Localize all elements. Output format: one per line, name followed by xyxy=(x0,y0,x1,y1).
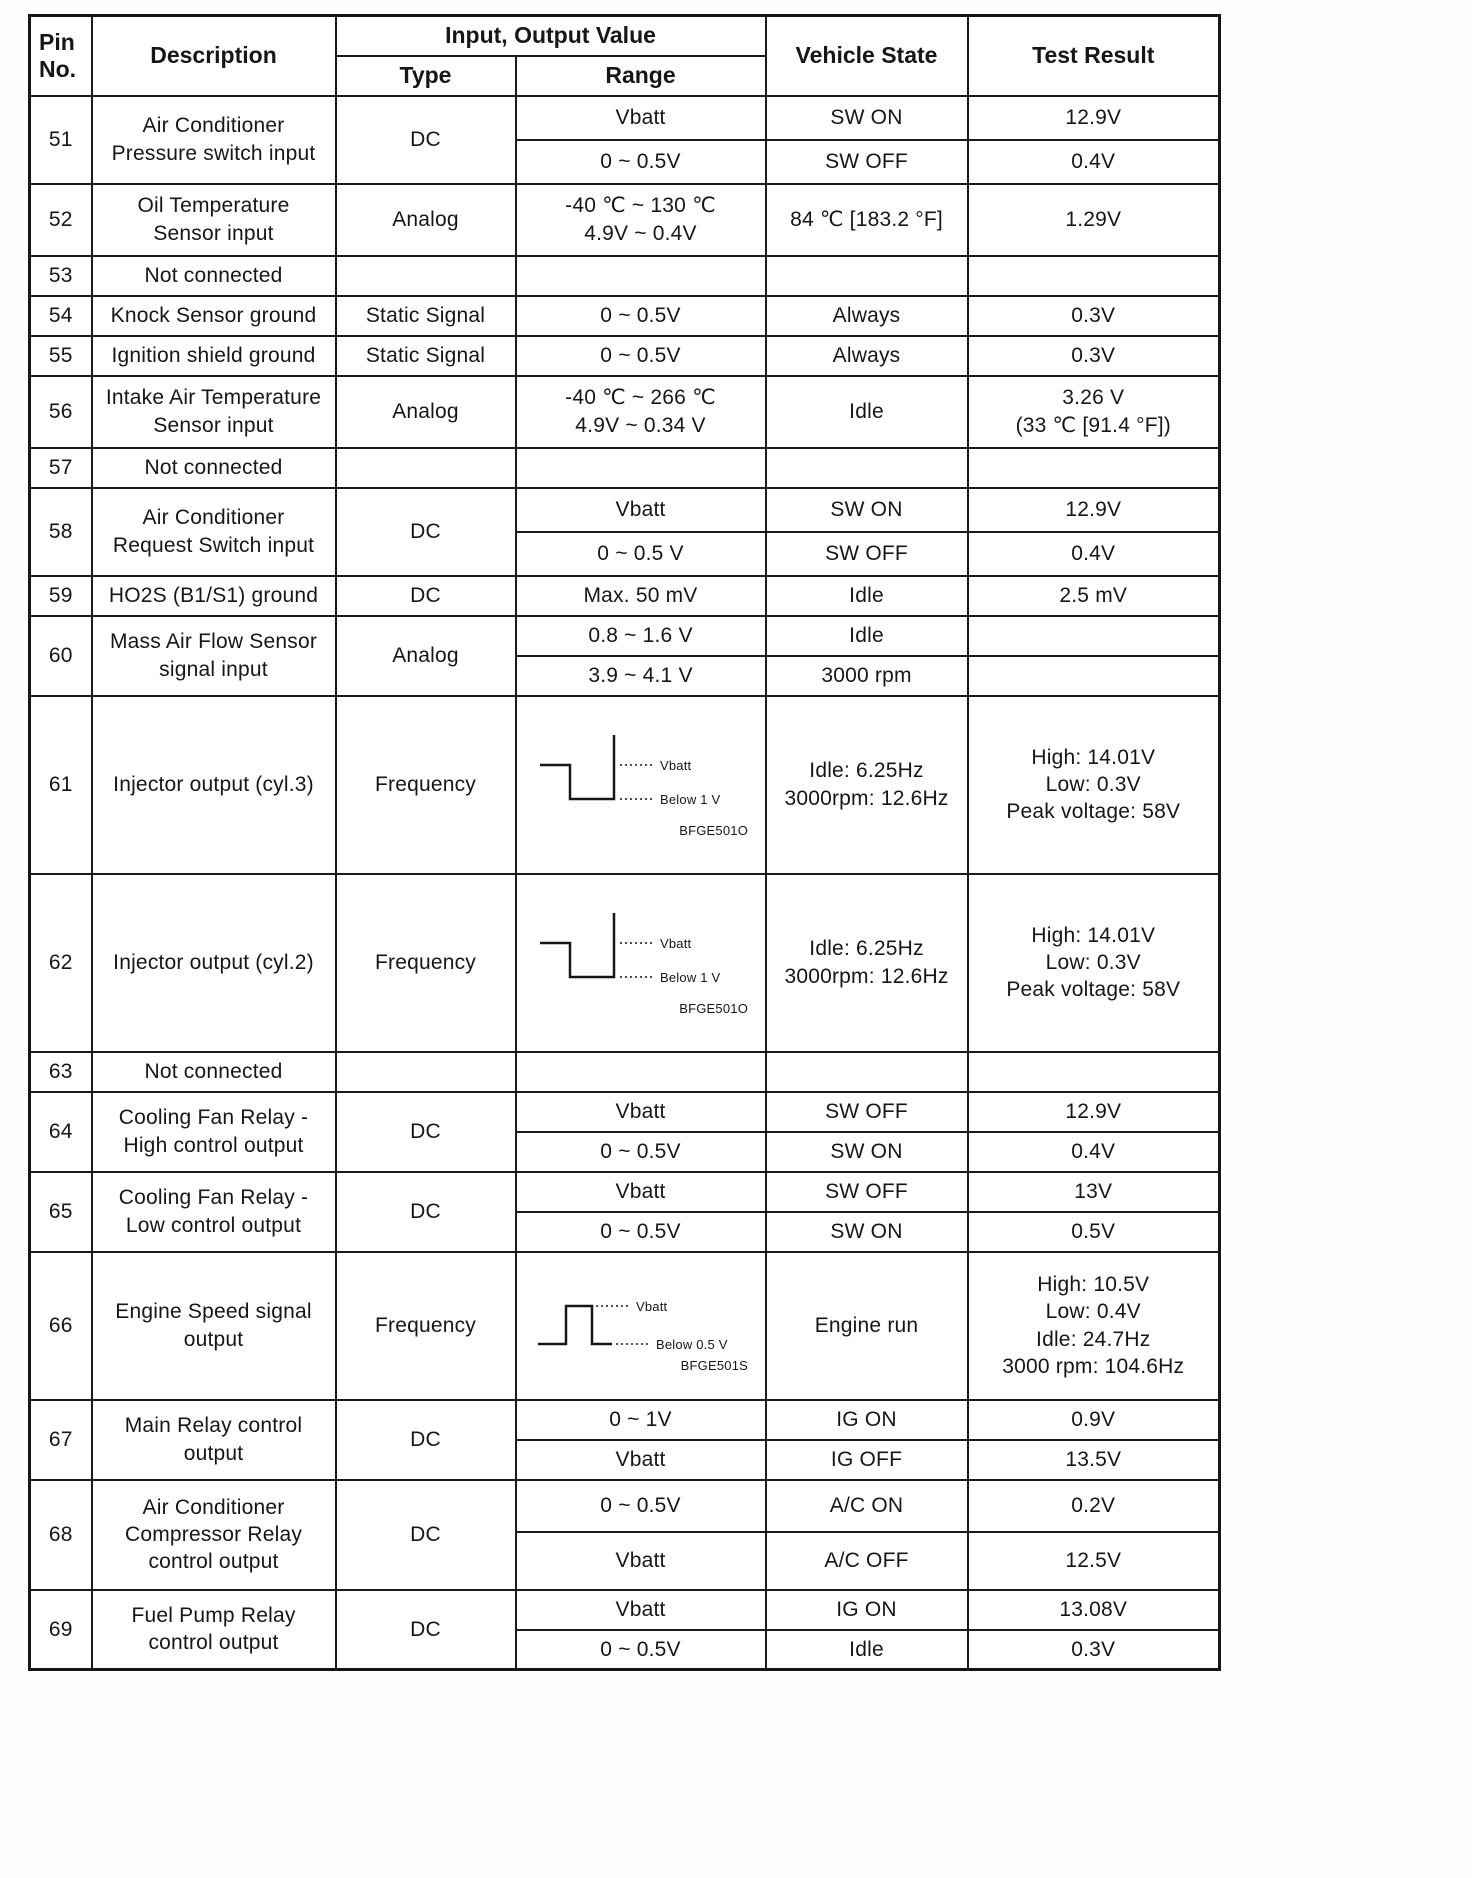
type-cell: DC xyxy=(336,576,516,616)
type-cell: Static Signal xyxy=(336,336,516,376)
waveform-code: BFGE501O xyxy=(678,822,748,838)
table-row xyxy=(30,1092,1220,1132)
type-cell: DC xyxy=(336,488,516,576)
vehicle-state-cell: SW ON xyxy=(766,96,968,140)
table-row xyxy=(30,448,1220,488)
table-row xyxy=(30,576,1220,616)
waveform-label: Vbatt xyxy=(659,935,691,951)
description-cell: Air Conditioner Pressure switch input xyxy=(92,96,336,184)
test-result-cell xyxy=(968,616,1220,656)
test-result-cell: 0.2V xyxy=(968,1480,1220,1532)
test-result-cell: 13.5V xyxy=(968,1440,1220,1480)
table-row xyxy=(30,184,1220,256)
pin-cell: 56 xyxy=(30,376,92,448)
range-cell: 0 ~ 0.5V xyxy=(516,1480,766,1532)
ecu-pin-table xyxy=(28,14,1221,1671)
description-cell: Knock Sensor ground xyxy=(92,296,336,336)
description-cell: Mass Air Flow Sensor signal input xyxy=(92,616,336,696)
test-result-cell: 0.9V xyxy=(968,1400,1220,1440)
test-result-cell: 2.5 mV xyxy=(968,576,1220,616)
vehicle-state-cell: SW OFF xyxy=(766,1172,968,1212)
description-cell: Intake Air Temperature Sensor input xyxy=(92,376,336,448)
pin-header-line-2: No. xyxy=(39,55,77,82)
vehicle-state-cell: Idle: 6.25Hz 3000rpm: 12.6Hz xyxy=(766,696,968,874)
pin-cell: 58 xyxy=(30,488,92,576)
range-cell xyxy=(516,696,766,874)
test-result-cell: 12.5V xyxy=(968,1532,1220,1590)
vehicle-state-cell: A/C OFF xyxy=(766,1532,968,1590)
test-result-cell: 0.3V xyxy=(968,1630,1220,1670)
test-result-cell: 12.9V xyxy=(968,1092,1220,1132)
test-result-cell: 0.4V xyxy=(968,532,1220,576)
description-cell: Cooling Fan Relay - Low control output xyxy=(92,1172,336,1252)
type-cell: Frequency xyxy=(336,696,516,874)
pin-cell: 60 xyxy=(30,616,92,696)
pin-table-body xyxy=(30,96,1220,1670)
test-result-cell: 13V xyxy=(968,1172,1220,1212)
pin-no-header xyxy=(30,16,92,96)
vehicle-state-cell: SW ON xyxy=(766,1132,968,1172)
type-cell: DC xyxy=(336,1172,516,1252)
table-row xyxy=(30,96,1220,140)
pin-cell: 54 xyxy=(30,296,92,336)
description-cell: Ignition shield ground xyxy=(92,336,336,376)
pulse-waveform-diagram xyxy=(526,1276,756,1376)
type-cell: Frequency xyxy=(336,874,516,1052)
vehicle-state-cell: Always xyxy=(766,336,968,376)
range-cell: Vbatt xyxy=(516,1092,766,1132)
type-header: Type xyxy=(336,56,516,96)
range-cell: 0 ~ 0.5V xyxy=(516,1212,766,1252)
type-cell: DC xyxy=(336,1400,516,1480)
pin-cell: 64 xyxy=(30,1092,92,1172)
pin-cell: 63 xyxy=(30,1052,92,1092)
description-cell: Engine Speed signal output xyxy=(92,1252,336,1400)
range-cell: 0 ~ 0.5V xyxy=(516,296,766,336)
table-row xyxy=(30,1252,1220,1400)
range-cell: Vbatt xyxy=(516,1590,766,1630)
description-cell: Not connected xyxy=(92,256,336,296)
test-result-cell: 0.5V xyxy=(968,1212,1220,1252)
table-row xyxy=(30,376,1220,448)
test-result-cell: 12.9V xyxy=(968,96,1220,140)
description-cell: Air Conditioner Compressor Relay control output xyxy=(92,1480,336,1590)
description-cell: Oil Temperature Sensor input xyxy=(92,184,336,256)
test-result-cell: 0.4V xyxy=(968,140,1220,184)
type-cell xyxy=(336,448,516,488)
type-cell: DC xyxy=(336,1092,516,1172)
table-row xyxy=(30,336,1220,376)
range-cell: Max. 50 mV xyxy=(516,576,766,616)
pin-cell: 57 xyxy=(30,448,92,488)
range-cell: Vbatt xyxy=(516,1532,766,1590)
injector-waveform-diagram xyxy=(526,729,756,841)
vehicle-state-cell xyxy=(766,448,968,488)
range-cell xyxy=(516,256,766,296)
range-cell: 0 ~ 0.5V xyxy=(516,1132,766,1172)
range-cell xyxy=(516,1252,766,1400)
vehicle-state-cell: SW OFF xyxy=(766,532,968,576)
description-cell: HO2S (B1/S1) ground xyxy=(92,576,336,616)
table-row xyxy=(30,1590,1220,1630)
table-row xyxy=(30,488,1220,532)
range-cell xyxy=(516,1052,766,1092)
table-row xyxy=(30,696,1220,874)
description-cell: Air Conditioner Request Switch input xyxy=(92,488,336,576)
type-cell: Static Signal xyxy=(336,296,516,336)
pin-cell: 55 xyxy=(30,336,92,376)
pin-cell: 68 xyxy=(30,1480,92,1590)
vehicle-state-cell: SW ON xyxy=(766,1212,968,1252)
range-cell xyxy=(516,448,766,488)
test-result-cell xyxy=(968,656,1220,696)
range-cell: 0 ~ 0.5V xyxy=(516,1630,766,1670)
table-row xyxy=(30,874,1220,1052)
pin-cell: 67 xyxy=(30,1400,92,1480)
pin-cell: 59 xyxy=(30,576,92,616)
range-cell: 0.8 ~ 1.6 V xyxy=(516,616,766,656)
test-result-cell: 3.26 V (33 ℃ [91.4 °F]) xyxy=(968,376,1220,448)
vehicle-state-cell: IG ON xyxy=(766,1590,968,1630)
table-row xyxy=(30,296,1220,336)
vehicle-state-cell: Always xyxy=(766,296,968,336)
description-cell: Fuel Pump Relay control output xyxy=(92,1590,336,1670)
test-result-cell: High: 14.01V Low: 0.3V Peak voltage: 58V xyxy=(968,874,1220,1052)
vehicle-state-cell: Idle xyxy=(766,1630,968,1670)
waveform-label: Below 1 V xyxy=(659,791,720,807)
range-cell: 0 ~ 0.5V xyxy=(516,336,766,376)
test-result-cell: High: 14.01V Low: 0.3V Peak voltage: 58V xyxy=(968,696,1220,874)
vehicle-state-cell xyxy=(766,256,968,296)
pin-cell: 69 xyxy=(30,1590,92,1670)
description-cell: Cooling Fan Relay - High control output xyxy=(92,1092,336,1172)
test-result-cell: 0.3V xyxy=(968,296,1220,336)
description-cell: Not connected xyxy=(92,1052,336,1092)
waveform-label: Below 1 V xyxy=(659,969,720,985)
vehicle-state-cell: Engine run xyxy=(766,1252,968,1400)
waveform-label: Vbatt xyxy=(635,1298,667,1314)
table-row xyxy=(30,256,1220,296)
injector-waveform-diagram xyxy=(526,907,756,1019)
range-cell: 0 ~ 1V xyxy=(516,1400,766,1440)
table-row xyxy=(30,1400,1220,1440)
range-cell: Vbatt xyxy=(516,488,766,532)
vehicle-state-cell: 84 ℃ [183.2 °F] xyxy=(766,184,968,256)
type-cell: DC xyxy=(336,1480,516,1590)
pin-cell: 53 xyxy=(30,256,92,296)
description-header: Description xyxy=(92,16,336,96)
pin-header-line-1: Pin xyxy=(39,29,75,56)
table-row xyxy=(30,1172,1220,1212)
type-cell: Analog xyxy=(336,184,516,256)
description-cell: Injector output (cyl.3) xyxy=(92,696,336,874)
vehicle-state-cell: A/C ON xyxy=(766,1480,968,1532)
range-cell: 0 ~ 0.5 V xyxy=(516,532,766,576)
vehicle-state-cell: SW OFF xyxy=(766,1092,968,1132)
pin-cell: 51 xyxy=(30,96,92,184)
vehicle-state-cell: Idle xyxy=(766,616,968,656)
test-result-header: Test Result xyxy=(968,16,1220,96)
description-cell: Main Relay control output xyxy=(92,1400,336,1480)
description-cell: Injector output (cyl.2) xyxy=(92,874,336,1052)
type-cell: Analog xyxy=(336,616,516,696)
table-row xyxy=(30,1052,1220,1092)
test-result-cell: 12.9V xyxy=(968,488,1220,532)
type-cell: DC xyxy=(336,1590,516,1670)
range-cell: -40 ℃ ~ 266 ℃ 4.9V ~ 0.34 V xyxy=(516,376,766,448)
range-cell: 3.9 ~ 4.1 V xyxy=(516,656,766,696)
range-header: Range xyxy=(516,56,766,96)
type-cell: Analog xyxy=(336,376,516,448)
vehicle-state-cell: IG OFF xyxy=(766,1440,968,1480)
waveform-code: BFGE501O xyxy=(678,1000,748,1016)
vehicle-state-cell: 3000 rpm xyxy=(766,656,968,696)
table-row xyxy=(30,1480,1220,1532)
vehicle-state-header: Vehicle State xyxy=(766,16,968,96)
type-cell xyxy=(336,1052,516,1092)
io-value-header: Input, Output Value xyxy=(336,16,766,56)
test-result-cell: High: 10.5V Low: 0.4V Idle: 24.7Hz 3000 rpm: 104.6Hz xyxy=(968,1252,1220,1400)
waveform-label: Below 0.5 V xyxy=(655,1336,728,1352)
pin-cell: 66 xyxy=(30,1252,92,1400)
vehicle-state-cell: SW OFF xyxy=(766,140,968,184)
waveform-label: Vbatt xyxy=(659,757,691,773)
type-cell: Frequency xyxy=(336,1252,516,1400)
test-result-cell: 1.29V xyxy=(968,184,1220,256)
test-result-cell xyxy=(968,256,1220,296)
test-result-cell xyxy=(968,1052,1220,1092)
vehicle-state-cell: IG ON xyxy=(766,1400,968,1440)
range-cell: 0 ~ 0.5V xyxy=(516,140,766,184)
pin-cell: 61 xyxy=(30,696,92,874)
waveform-code: BFGE501S xyxy=(680,1357,748,1373)
range-cell xyxy=(516,874,766,1052)
vehicle-state-cell: Idle: 6.25Hz 3000rpm: 12.6Hz xyxy=(766,874,968,1052)
vehicle-state-cell: Idle xyxy=(766,576,968,616)
test-result-cell xyxy=(968,448,1220,488)
range-cell: Vbatt xyxy=(516,96,766,140)
pin-cell: 65 xyxy=(30,1172,92,1252)
pin-cell: 62 xyxy=(30,874,92,1052)
vehicle-state-cell xyxy=(766,1052,968,1092)
table-row xyxy=(30,616,1220,656)
description-cell: Not connected xyxy=(92,448,336,488)
test-result-cell: 0.3V xyxy=(968,336,1220,376)
vehicle-state-cell: SW ON xyxy=(766,488,968,532)
table-header xyxy=(30,16,1220,96)
type-cell: DC xyxy=(336,96,516,184)
header-row-1 xyxy=(30,16,1220,56)
range-cell: Vbatt xyxy=(516,1172,766,1212)
test-result-cell: 13.08V xyxy=(968,1590,1220,1630)
vehicle-state-cell: Idle xyxy=(766,376,968,448)
type-cell xyxy=(336,256,516,296)
range-cell: Vbatt xyxy=(516,1440,766,1480)
range-cell: -40 ℃ ~ 130 ℃ 4.9V ~ 0.4V xyxy=(516,184,766,256)
test-result-cell: 0.4V xyxy=(968,1132,1220,1172)
pin-cell: 52 xyxy=(30,184,92,256)
